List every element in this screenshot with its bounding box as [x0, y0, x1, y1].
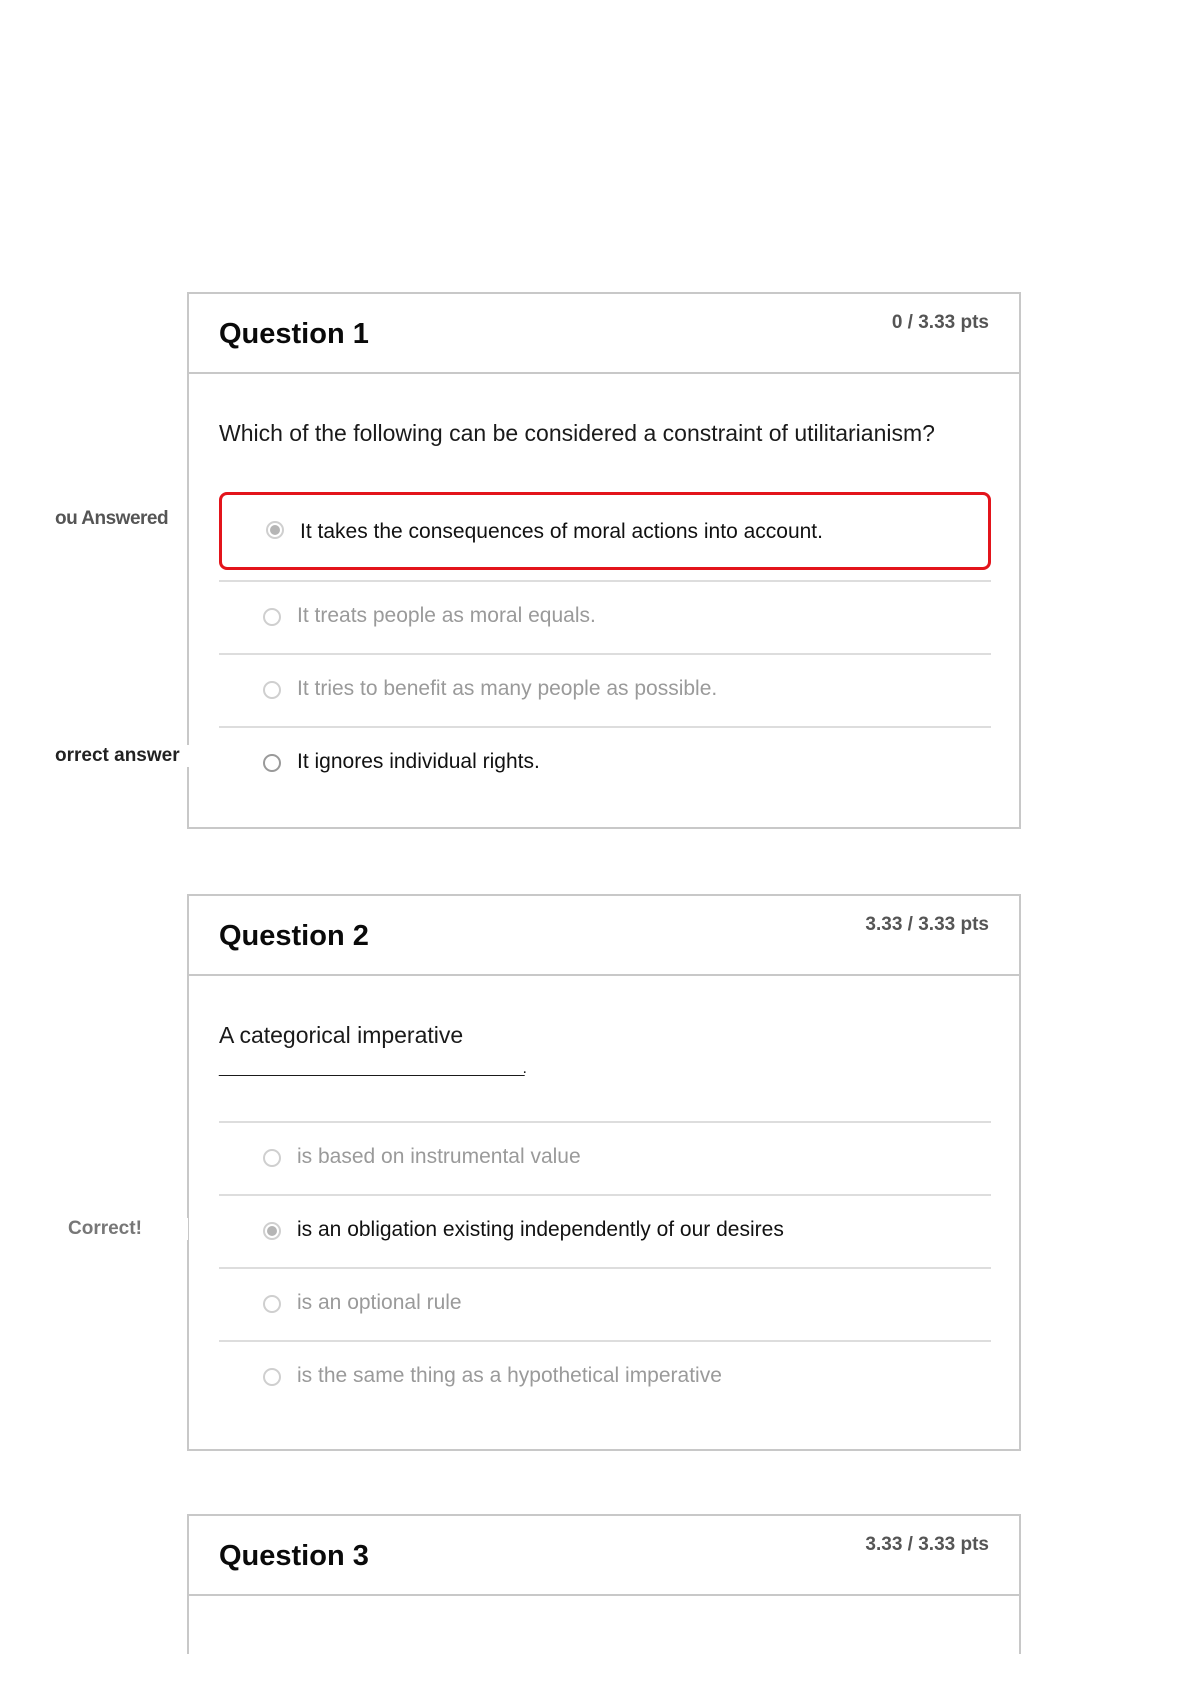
you-answered-tag: ou Answered	[55, 508, 185, 530]
answer-option-4[interactable]	[219, 1340, 991, 1413]
question-title: Question 3	[219, 1540, 369, 1572]
correct-tag: Correct!	[68, 1218, 188, 1240]
correct-answer-tag: orrect answer	[55, 745, 190, 767]
question-card-2	[187, 894, 1021, 1451]
question-header	[189, 896, 1019, 976]
answer-label: It takes the consequences of moral actions into account.	[300, 520, 823, 543]
radio-icon[interactable]	[263, 1149, 281, 1167]
answer-label: It ignores individual rights.	[297, 750, 540, 773]
radio-icon[interactable]	[263, 754, 281, 772]
answer-label: is an optional rule	[297, 1291, 462, 1314]
question-card-1	[187, 292, 1021, 829]
answer-option-1[interactable]	[219, 492, 991, 570]
answer-option-4[interactable]	[219, 726, 991, 799]
answer-label: is the same thing as a hypothetical imperative	[297, 1364, 722, 1387]
answer-option-1[interactable]	[219, 1121, 991, 1194]
question-prompt: Which of the following can be considered a constraint of utilitarianism?	[219, 420, 935, 446]
question-title: Question 1	[219, 318, 369, 350]
radio-icon[interactable]	[263, 681, 281, 699]
question-prompt: A categorical imperative	[219, 1022, 464, 1048]
question-header	[189, 294, 1019, 374]
fill-in-blank: ____________________________________________.	[219, 1060, 525, 1077]
question-header	[189, 1516, 1019, 1596]
radio-selected-icon[interactable]	[263, 1222, 281, 1240]
question-title: Question 2	[219, 920, 369, 952]
radio-icon[interactable]	[263, 608, 281, 626]
question-points: 3.33 / 3.33 pts	[865, 914, 989, 935]
answer-option-2[interactable]	[219, 580, 991, 653]
answer-label: It treats people as moral equals.	[297, 604, 596, 627]
answer-label: is based on instrumental value	[297, 1145, 581, 1168]
question-card-3	[187, 1514, 1021, 1654]
answer-option-3[interactable]	[219, 1267, 991, 1340]
radio-icon[interactable]	[263, 1295, 281, 1313]
radio-icon[interactable]	[263, 1368, 281, 1386]
answer-label: It tries to benefit as many people as possible.	[297, 677, 718, 700]
question-points: 0 / 3.33 pts	[891, 312, 989, 333]
radio-selected-icon[interactable]	[266, 521, 284, 539]
answer-label: is an obligation existing independently of our desires	[297, 1218, 784, 1241]
answer-option-2[interactable]	[219, 1194, 991, 1267]
question-points: 3.33 / 3.33 pts	[865, 1534, 989, 1555]
answer-option-3[interactable]	[219, 653, 991, 726]
